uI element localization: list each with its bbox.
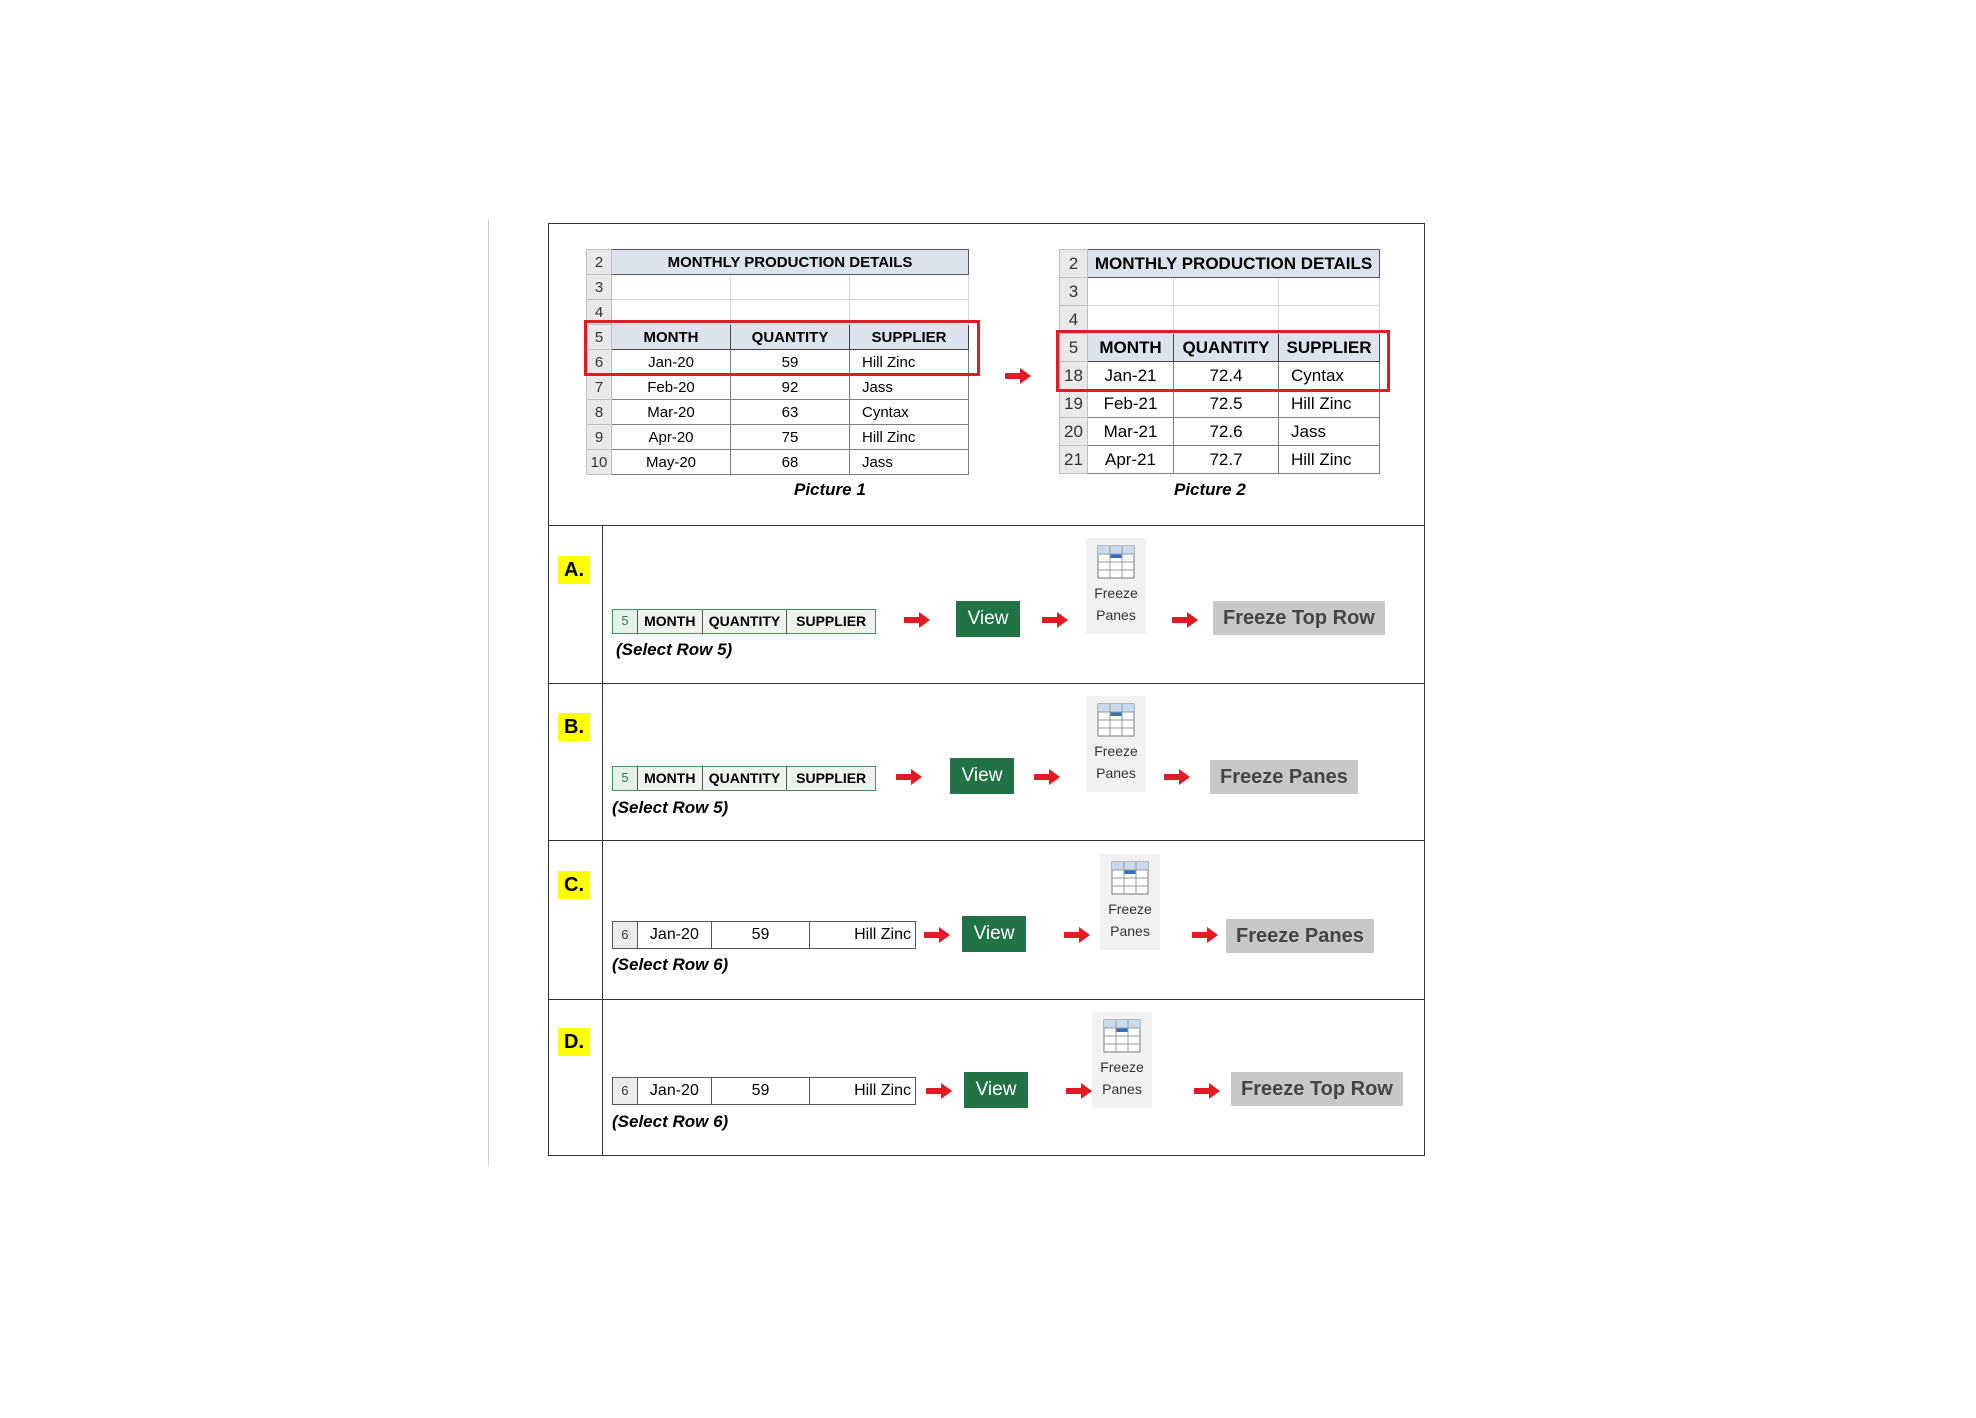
cell: Hill Zinc [809, 1078, 915, 1104]
letter-column-divider [602, 526, 603, 1155]
cell: Jan-20 [612, 350, 731, 375]
select-note: (Select Row 6) [612, 955, 729, 974]
table-row [587, 425, 969, 450]
cell: 59 [711, 1078, 809, 1104]
freeze-top-row-menu-item[interactable]: Freeze Top Row [1213, 601, 1385, 635]
panes-label: Panes [1096, 765, 1136, 781]
column-header: MONTH [1088, 334, 1174, 362]
selected-row-strip [612, 921, 916, 949]
row-number: 3 [1060, 278, 1088, 306]
row-number: 4 [587, 300, 612, 325]
cell: 72.6 [1174, 418, 1279, 446]
red-right-arrow-icon [1005, 368, 1031, 384]
cell: Feb-20 [612, 375, 731, 400]
cell: 59 [711, 922, 809, 948]
select-note: (Select Row 5) [612, 798, 729, 817]
cell: Hill Zinc [809, 922, 915, 948]
freeze-label: Freeze [1094, 585, 1138, 601]
row-number: 6 [613, 922, 637, 948]
option-letter-d: D. [558, 1028, 590, 1056]
red-right-arrow-icon [1172, 612, 1198, 628]
row-number: 6 [587, 350, 612, 375]
selected-row-strip [612, 1077, 916, 1105]
cell: 72.7 [1174, 446, 1279, 474]
cell: Jass [1279, 418, 1380, 446]
row-number: 10 [587, 450, 612, 475]
cell: Jan-20 [637, 922, 711, 948]
row-number: 20 [1060, 418, 1088, 446]
table-row [1060, 418, 1380, 446]
red-right-arrow-icon [924, 927, 950, 943]
view-tab-button[interactable]: View [956, 601, 1020, 637]
red-right-arrow-icon [1042, 612, 1068, 628]
freeze-panes-menu-item[interactable]: Freeze Panes [1210, 760, 1358, 794]
table-row [587, 275, 969, 300]
cell: 68 [731, 450, 850, 475]
cell: SUPPLIER [786, 610, 875, 633]
freeze-panes-menu-item[interactable]: Freeze Panes [1226, 919, 1374, 953]
select-note: (Select Row 6) [612, 1112, 729, 1131]
cell: QUANTITY [702, 767, 787, 790]
freeze-panes-button[interactable] [1086, 696, 1146, 792]
column-header: QUANTITY [731, 325, 850, 350]
cell: Feb-21 [1088, 390, 1174, 418]
selected-row-strip [612, 766, 876, 791]
select-note: (Select Row 5) [616, 640, 733, 659]
red-right-arrow-icon [1066, 1083, 1092, 1099]
freeze-label: Freeze [1094, 743, 1138, 759]
page-margin-line [488, 220, 489, 1166]
empty-cell [731, 275, 850, 300]
red-right-arrow-icon [1192, 927, 1218, 943]
option-letter-c: C. [558, 871, 590, 899]
freeze-panes-icon [1110, 860, 1150, 896]
option-letter-b: B. [558, 713, 590, 741]
red-right-arrow-icon [1164, 769, 1190, 785]
red-right-arrow-icon [1034, 769, 1060, 785]
divider [549, 683, 1424, 684]
cell: Mar-20 [612, 400, 731, 425]
cell: Apr-20 [612, 425, 731, 450]
empty-cell [1174, 278, 1279, 306]
red-right-arrow-icon [1064, 927, 1090, 943]
cell: Hill Zinc [850, 350, 969, 375]
freeze-top-row-menu-item[interactable]: Freeze Top Row [1231, 1072, 1403, 1106]
column-header: SUPPLIER [1279, 334, 1380, 362]
freeze-panes-button[interactable] [1092, 1012, 1152, 1108]
row-number: 3 [587, 275, 612, 300]
view-tab-button[interactable]: View [962, 916, 1026, 952]
divider [549, 999, 1424, 1000]
sheet-title: MONTHLY PRODUCTION DETAILS [612, 250, 969, 275]
cell: Cyntax [1279, 362, 1380, 390]
panes-label: Panes [1096, 607, 1136, 623]
option-letter-a: A. [558, 556, 590, 584]
cell: MONTH [637, 610, 702, 633]
row-number: 5 [587, 325, 612, 350]
divider [549, 840, 1424, 841]
empty-cell [850, 275, 969, 300]
sheet-title: MONTHLY PRODUCTION DETAILS [1088, 250, 1380, 278]
table-row [1060, 250, 1380, 278]
highlight-box [1056, 330, 1390, 392]
cell: QUANTITY [702, 610, 787, 633]
table-row [1060, 446, 1380, 474]
empty-cell [1088, 278, 1174, 306]
cell: SUPPLIER [786, 767, 875, 790]
freeze-panes-icon [1096, 702, 1136, 738]
column-header: SUPPLIER [850, 325, 969, 350]
row-number: 6 [613, 1078, 637, 1104]
selected-row-strip [612, 609, 876, 634]
cell: Mar-21 [1088, 418, 1174, 446]
row-number: 2 [1060, 250, 1088, 278]
cell: 72.4 [1174, 362, 1279, 390]
cell: Jan-20 [637, 1078, 711, 1104]
picture2-caption: Picture 2 [1174, 480, 1246, 499]
freeze-panes-button[interactable] [1100, 854, 1160, 950]
row-number: 5 [1060, 334, 1088, 362]
view-tab-button[interactable]: View [950, 758, 1014, 794]
cell: Hill Zinc [1279, 390, 1380, 418]
cell: MONTH [637, 767, 702, 790]
red-right-arrow-icon [1194, 1083, 1220, 1099]
cell: Jass [850, 375, 969, 400]
row-number: 9 [587, 425, 612, 450]
cell: Apr-21 [1088, 446, 1174, 474]
table-row [1060, 390, 1380, 418]
freeze-panes-button[interactable] [1086, 538, 1146, 634]
cell: Hill Zinc [850, 425, 969, 450]
cell: 92 [731, 375, 850, 400]
red-right-arrow-icon [926, 1083, 952, 1099]
row-number: 19 [1060, 390, 1088, 418]
picture1-caption: Picture 1 [794, 480, 866, 499]
empty-cell [612, 275, 731, 300]
red-right-arrow-icon [896, 769, 922, 785]
freeze-label: Freeze [1108, 901, 1152, 917]
row-number: 5 [613, 610, 637, 633]
highlight-box [584, 320, 980, 376]
cell: Jass [850, 450, 969, 475]
table-row [587, 400, 969, 425]
freeze-panes-icon [1102, 1018, 1142, 1054]
cell: Jan-21 [1088, 362, 1174, 390]
view-tab-button[interactable]: View [964, 1072, 1028, 1108]
panes-label: Panes [1110, 923, 1150, 939]
column-header: QUANTITY [1174, 334, 1279, 362]
cell: Cyntax [850, 400, 969, 425]
row-number: 21 [1060, 446, 1088, 474]
table-row [1060, 278, 1380, 306]
table-row [587, 250, 969, 275]
red-right-arrow-icon [904, 612, 930, 628]
empty-cell [1279, 278, 1380, 306]
cell: 75 [731, 425, 850, 450]
column-header: MONTH [612, 325, 731, 350]
row-number: 5 [613, 767, 637, 790]
freeze-panes-icon [1096, 544, 1136, 580]
cell: Hill Zinc [1279, 446, 1380, 474]
row-number: 4 [1060, 306, 1088, 334]
table-row [587, 450, 969, 475]
row-number: 18 [1060, 362, 1088, 390]
row-number: 7 [587, 375, 612, 400]
cell: 63 [731, 400, 850, 425]
panes-label: Panes [1102, 1081, 1142, 1097]
row-number: 2 [587, 250, 612, 275]
cell: May-20 [612, 450, 731, 475]
divider [549, 525, 1424, 526]
freeze-label: Freeze [1100, 1059, 1144, 1075]
table-row [587, 375, 969, 400]
cell: 72.5 [1174, 390, 1279, 418]
row-number: 8 [587, 400, 612, 425]
cell: 59 [731, 350, 850, 375]
